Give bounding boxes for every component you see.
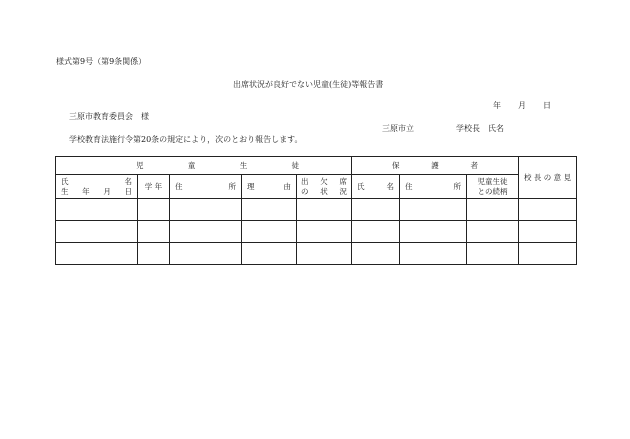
- table-row: [56, 243, 577, 265]
- cell-relationship[interactable]: [467, 243, 519, 265]
- cell-grade[interactable]: [138, 221, 170, 243]
- cell-address[interactable]: [170, 221, 242, 243]
- cell-guardian-address[interactable]: [400, 243, 467, 265]
- col-guardian-name: 氏 名: [352, 175, 400, 199]
- col-address: 住 所: [170, 175, 242, 199]
- cell-address[interactable]: [170, 199, 242, 221]
- cell-attendance[interactable]: [297, 199, 352, 221]
- cell-attendance[interactable]: [297, 221, 352, 243]
- cell-opinion[interactable]: [519, 243, 577, 265]
- table-row: [56, 199, 577, 221]
- sender-school: 三原市立: [382, 124, 414, 133]
- col-relationship: 児童生徒 との続柄: [467, 175, 519, 199]
- cell-grade[interactable]: [138, 243, 170, 265]
- cell-name[interactable]: [56, 199, 138, 221]
- cell-reason[interactable]: [242, 243, 297, 265]
- col-reason: 理 由: [242, 175, 297, 199]
- cell-guardian-name[interactable]: [352, 221, 400, 243]
- col-grade: 学 年: [138, 175, 170, 199]
- cell-attendance[interactable]: [297, 243, 352, 265]
- date-day: 日: [543, 101, 551, 110]
- report-table: [55, 156, 577, 265]
- addressee: 三原市教育委員会 様: [69, 112, 149, 121]
- sender-principal: 学校長 氏名: [456, 124, 504, 133]
- body-text: 学校教育法施行令第20条の規定により，次のとおり報告します。: [69, 135, 303, 144]
- cell-reason[interactable]: [242, 221, 297, 243]
- cell-address[interactable]: [170, 243, 242, 265]
- cell-relationship[interactable]: [467, 199, 519, 221]
- group-header-student: 児 童 生 徒: [56, 157, 352, 175]
- cell-reason[interactable]: [242, 199, 297, 221]
- cell-guardian-name[interactable]: [352, 243, 400, 265]
- cell-opinion[interactable]: [519, 221, 577, 243]
- cell-grade[interactable]: [138, 199, 170, 221]
- cell-guardian-address[interactable]: [400, 199, 467, 221]
- table-row: [56, 221, 577, 243]
- col-principal-opinion: 校 長 の 意 見: [519, 157, 577, 199]
- col-guardian-address: 住 所: [400, 175, 467, 199]
- col-name-birthdate: 氏 名 生 年 月 日: [56, 175, 138, 199]
- cell-guardian-address[interactable]: [400, 221, 467, 243]
- col-attendance-status: 出 欠 席 の 状 況: [297, 175, 352, 199]
- group-header-guardian: 保 護 者: [352, 157, 519, 175]
- cell-relationship[interactable]: [467, 221, 519, 243]
- cell-name[interactable]: [56, 243, 138, 265]
- date-year: 年: [493, 101, 501, 110]
- document-title: 出席状況が良好でない児童(生徒)等報告書: [233, 80, 384, 89]
- cell-opinion[interactable]: [519, 199, 577, 221]
- date-month: 月: [518, 101, 526, 110]
- cell-name[interactable]: [56, 221, 138, 243]
- cell-guardian-name[interactable]: [352, 199, 400, 221]
- form-reference: 様式第9号（第9条関係）: [56, 57, 147, 66]
